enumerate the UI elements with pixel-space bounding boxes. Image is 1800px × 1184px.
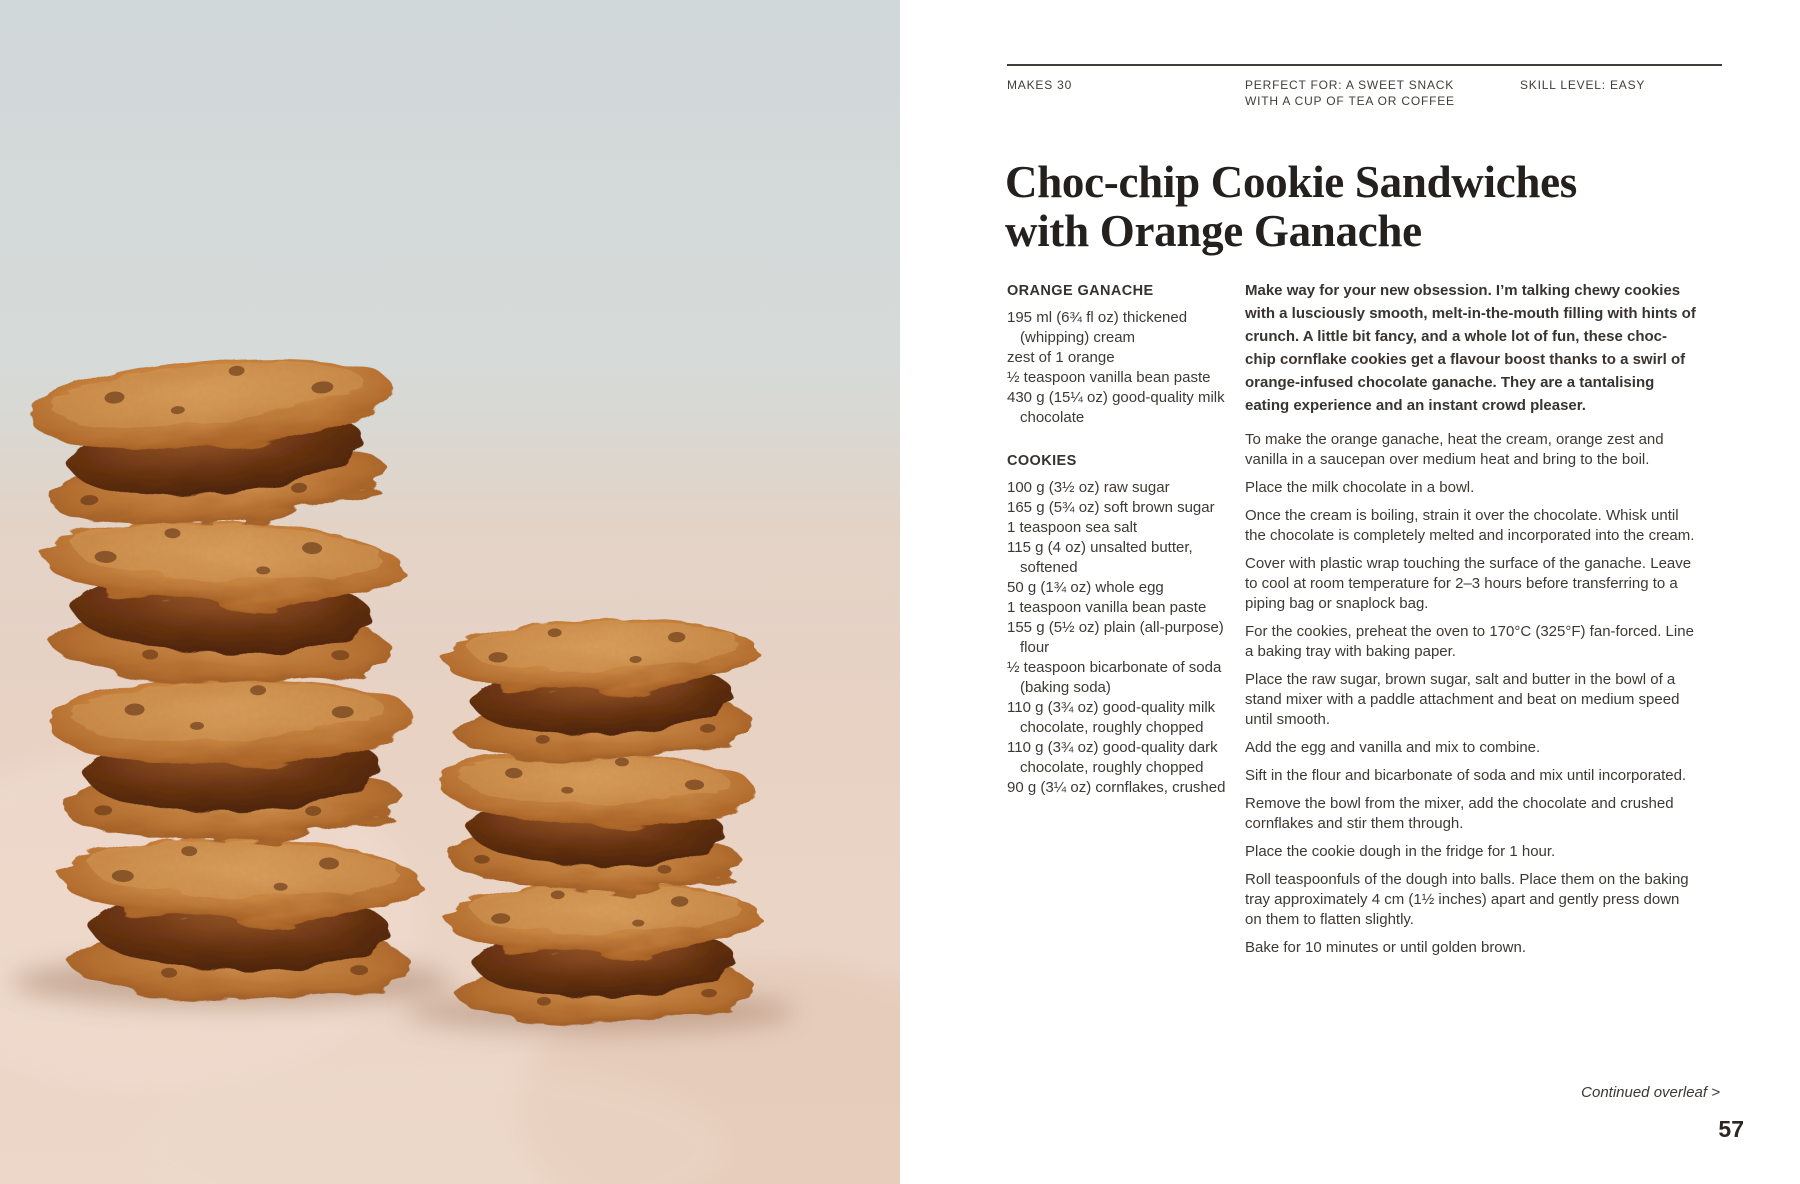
ingredient-item: 430 g (15¼ oz) good-quality milk chocolate [1007,389,1225,426]
method-step: Remove the bowl from the mixer, add the chocolate and crushed cornflakes and stir them through. [1245,795,1674,832]
method-step: Place the cookie dough in the fridge for 1 hour. [1245,843,1556,860]
right-cookie-stack [436,613,762,1026]
recipe-intro: Make way for your new obsession. I’m talking chewy cookies with a lusciously smooth, melt-in-the-mouth filling with hints of crunch. A little bit fancy, and a whole lot of fun, these choc-chip cornflake cookies get a flavour boost thanks to a swirl of orange-infused chocolate ganache. They are a tantalising eating experience and an instant crowd pleaser. [1245,282,1696,414]
ingredient-item: 100 g (3½ oz) raw sugar [1007,479,1170,496]
ingredient-item: 110 g (3¾ oz) good-quality milk chocolate, roughly chopped [1007,699,1216,736]
ingredient-item: 110 g (3¾ oz) good-quality dark chocolate, roughly chopped [1007,739,1218,776]
ingredient-item: ½ teaspoon bicarbonate of soda (baking soda) [1007,659,1222,696]
continued-overleaf-note: Continued overleaf > [1581,1084,1720,1101]
perfect-for-line1: PERFECT FOR: A SWEET SNACK [1245,78,1455,92]
skill-level-label: SKILL LEVEL: EASY [1520,78,1646,92]
method-step: Place the milk chocolate in a bowl. [1245,479,1475,496]
header-rule [1007,64,1722,66]
method-step: Cover with plastic wrap touching the surface of the ganache. Leave to cool at room temperature for 2–3 hours before transferring to a piping bag or snaplock bag. [1245,555,1692,612]
ingredient-item: 90 g (3¼ oz) cornflakes, crushed [1007,779,1226,796]
ingredient-item: 1 teaspoon vanilla bean paste [1007,599,1207,616]
method-column [1245,279,1697,966]
ingredient-item: 195 ml (6¾ fl oz) thickened (whipping) cream [1007,309,1188,346]
method-step: Once the cream is boiling, strain it over the chocolate. Whisk until the chocolate is completely melted and incorporated into the cream. [1245,507,1695,544]
method-step: To make the orange ganache, heat the cream, orange zest and vanilla in a saucepan over medium heat and bring to the boil. [1245,431,1664,468]
ingredient-item: 115 g (4 oz) unsalted butter, softened [1007,539,1193,576]
ingredient-item: 1 teaspoon sea salt [1007,519,1138,536]
ingredient-item: ½ teaspoon vanilla bean paste [1007,369,1211,386]
recipe-title [1005,158,1577,256]
cookies-heading: COOKIES [1007,453,1077,469]
ingredient-item: 155 g (5½ oz) plain (all-purpose) flour [1007,619,1224,656]
cookies-ingredient-list [1007,478,1233,798]
method-step: Roll teaspoonfuls of the dough into balls. Place them on the baking tray approximately 4 cm (1½ inches) apart and gently press down on them to flatten slightly. [1245,871,1689,928]
page-number: 57 [1718,1116,1744,1142]
ganache-ingredient-list [1007,308,1233,428]
method-step: Sift in the flour and bicarbonate of soda and mix until incorporated. [1245,767,1687,784]
method-step: Bake for 10 minutes or until golden brown. [1245,939,1526,956]
ingredient-item: 165 g (5¾ oz) soft brown sugar [1007,499,1215,516]
recipe-title-line2: with Orange Ganache [1005,206,1422,256]
method-step: Place the raw sugar, brown sugar, salt and butter in the bowl of a stand mixer with a paddle attachment and beat on medium speed until smooth. [1245,671,1680,728]
ingredient-item: zest of 1 orange [1007,349,1115,366]
perfect-for-line2: WITH A CUP OF TEA OR COFFEE [1245,94,1455,108]
makes-label: MAKES 30 [1007,78,1073,92]
perfect-for-label [1245,77,1455,109]
method-steps [1245,430,1697,958]
ganache-heading: ORANGE GANACHE [1007,283,1154,299]
ingredients-column [1007,281,1233,798]
recipe-title-line1: Choc-chip Cookie Sandwiches [1005,157,1577,207]
method-step: Add the egg and vanilla and mix to combine. [1245,739,1541,756]
recipe-page [900,0,1800,1184]
method-step: For the cookies, preheat the oven to 170°C (325°F) fan-forced. Line a baking tray with baking paper. [1245,623,1694,660]
ingredient-item: 50 g (1¾ oz) whole egg [1007,579,1164,596]
